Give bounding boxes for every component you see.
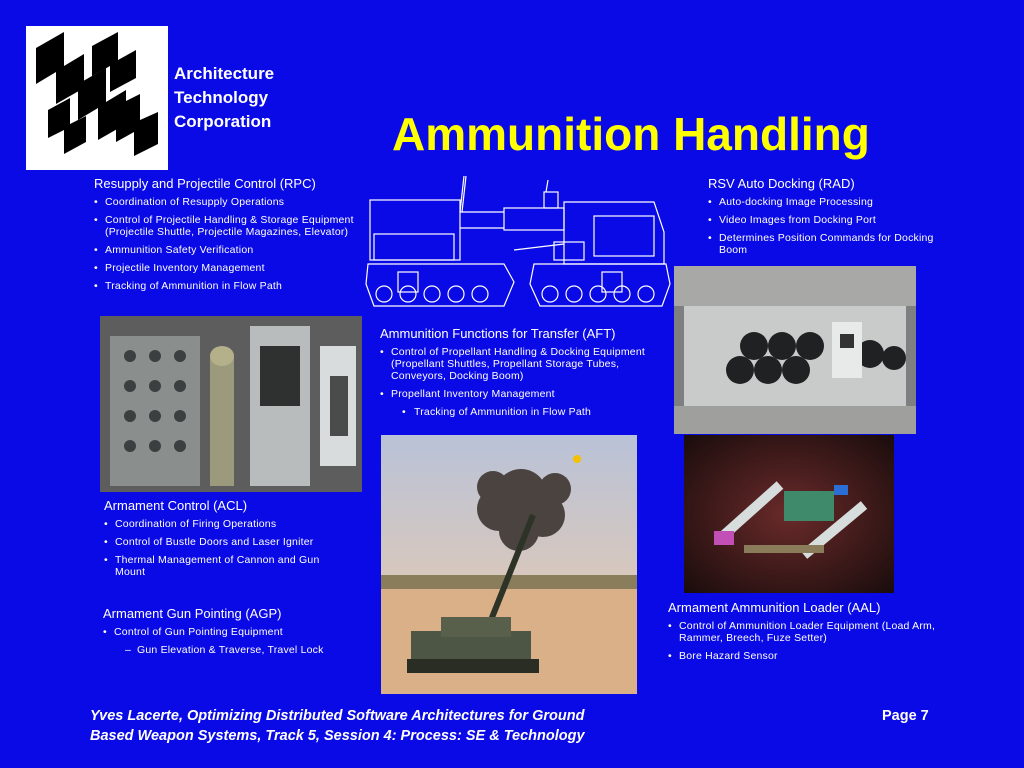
footer-line: Yves Lacerte, Optimizing Distributed Software Architectures for Ground bbox=[90, 708, 585, 724]
section-agp bbox=[103, 606, 373, 662]
page-number: Page 7 bbox=[882, 708, 929, 724]
list-item: • Control of Propellant Handling & Docking Equipment (Propellant Shuttles, Propellant Storage Tubes, Conveyors, Docking Boom) bbox=[380, 346, 670, 382]
magazine-photo bbox=[100, 316, 362, 492]
footer-citation bbox=[90, 706, 585, 746]
atc-logo-icon bbox=[26, 26, 168, 170]
list-item: • Control of Gun Pointing Equipment bbox=[103, 626, 373, 638]
section-aal bbox=[668, 600, 938, 668]
list-item: • Video Images from Docking Port bbox=[708, 214, 938, 226]
list-item: • Control of Projectile Handling & Storage Equipment (Projectile Shuttle, Projectile Magazines, Elevator) bbox=[94, 214, 364, 238]
list-item: • Bore Hazard Sensor bbox=[668, 650, 938, 662]
company-name bbox=[174, 62, 274, 134]
footer-line: Based Weapon Systems, Track 5, Session 4: Process: SE & Technology bbox=[90, 728, 585, 744]
list-item: • Propellant Inventory Management bbox=[380, 388, 670, 400]
list-item: • Coordination of Resupply Operations bbox=[94, 196, 364, 208]
list-item: • Ammunition Safety Verification bbox=[94, 244, 364, 256]
section-heading: Armament Control (ACL) bbox=[104, 498, 248, 513]
section-heading: Armament Ammunition Loader (AAL) bbox=[668, 600, 881, 615]
section-aft bbox=[380, 326, 670, 424]
list-item: • Determines Position Commands for Docking Boom bbox=[708, 232, 938, 256]
list-item: • Projectile Inventory Management bbox=[94, 262, 364, 274]
loader-model-photo bbox=[684, 435, 894, 593]
list-item: • Thermal Management of Cannon and Gun Mount bbox=[104, 554, 335, 578]
list-item: • Control of Ammunition Loader Equipment (Load Arm, Rammer, Breech, Fuze Setter) bbox=[668, 620, 938, 644]
company-name-line: Architecture bbox=[174, 64, 275, 83]
list-subitem: – Gun Elevation & Traverse, Travel Lock bbox=[103, 644, 373, 656]
section-rad bbox=[708, 176, 938, 262]
firing-vehicle-photo bbox=[381, 435, 637, 694]
vehicle-line-drawing bbox=[364, 172, 674, 324]
slide-title: Ammunition Handling bbox=[392, 108, 870, 160]
list-subitem: • Tracking of Ammunition in Flow Path bbox=[380, 406, 670, 418]
docking-photo bbox=[674, 266, 916, 434]
company-name-line: Technology bbox=[174, 88, 269, 107]
section-acl bbox=[104, 498, 364, 584]
company-name-line: Corporation bbox=[174, 112, 272, 131]
company-logo bbox=[26, 26, 168, 170]
section-heading: Armament Gun Pointing (AGP) bbox=[103, 606, 282, 621]
list-item: • Coordination of Firing Operations bbox=[104, 518, 364, 530]
list-item: • Control of Bustle Doors and Laser Igniter bbox=[104, 536, 315, 548]
section-heading: Ammunition Functions for Transfer (AFT) bbox=[380, 326, 616, 341]
list-item: • Auto-docking Image Processing bbox=[708, 196, 938, 208]
section-rpc bbox=[94, 176, 364, 298]
section-heading: RSV Auto Docking (RAD) bbox=[708, 176, 855, 191]
section-heading: Resupply and Projectile Control (RPC) bbox=[94, 176, 316, 191]
list-item: • Tracking of Ammunition in Flow Path bbox=[94, 280, 364, 292]
